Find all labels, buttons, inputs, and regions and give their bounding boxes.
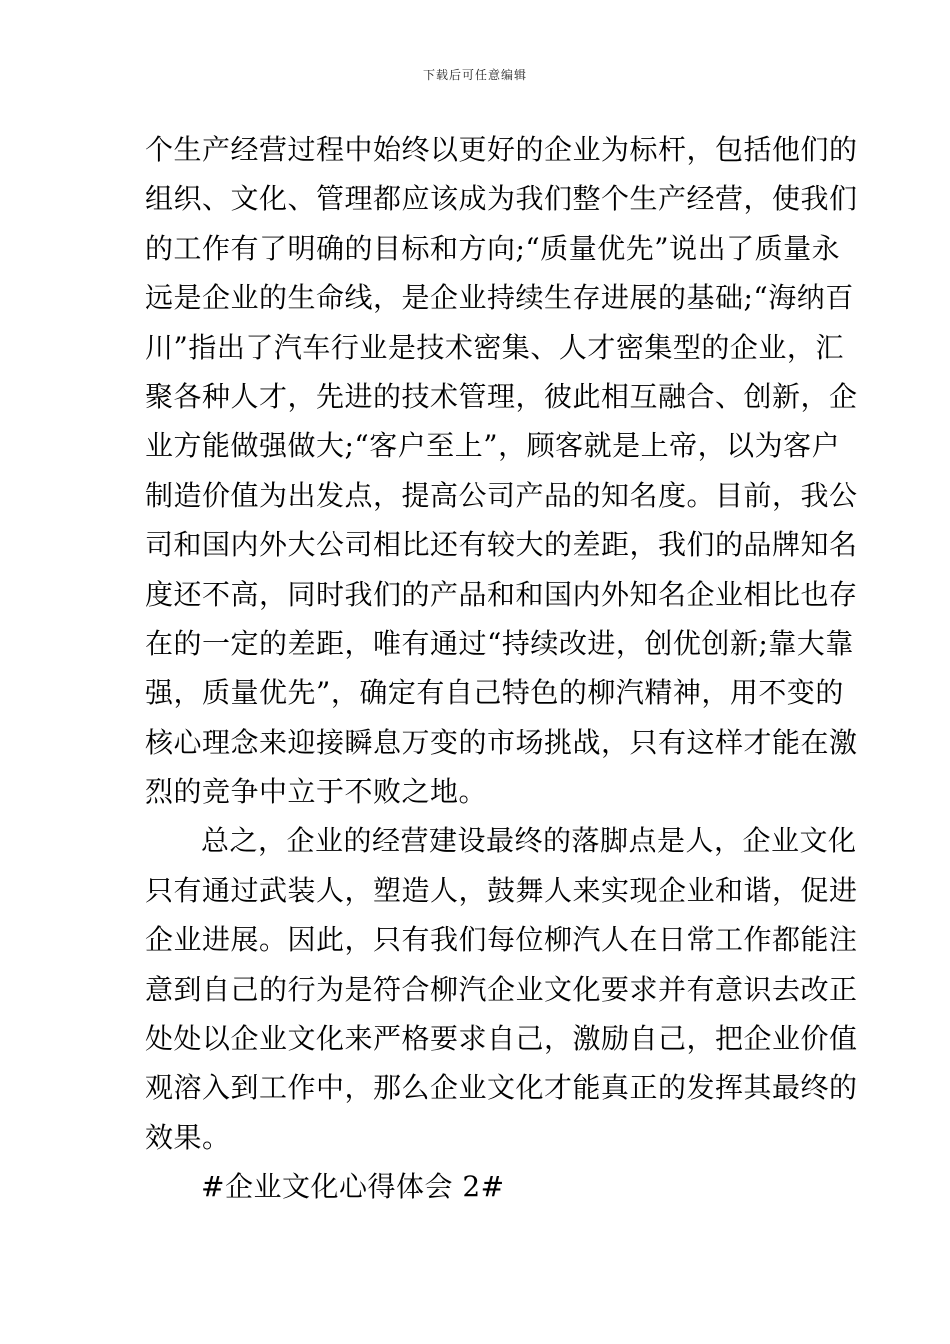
header-note: 下载后可任意编辑 — [422, 68, 527, 82]
text-line: 观溶入到工作中，那么企业文化才能真正的发挥其最终的 — [145, 1071, 858, 1105]
text-line: 效果。 — [145, 1120, 231, 1154]
text-line: 只有通过武装人，塑造人，鼓舞人来实现企业和谐，促进 — [145, 873, 858, 907]
text-line: 远是企业的生命线，是企业持续生存进展的基础;“海纳百 — [145, 281, 854, 315]
text-line: 度还不高，同时我们的产品和和国内外知名企业相比也存 — [145, 577, 858, 611]
text-line: 总之，企业的经营建设最终的落脚点是人，企业文化 — [201, 824, 857, 858]
text-line: 制造价值为出发点，提高公司产品的知名度。目前，我公 — [145, 478, 858, 512]
text-line: 意到自己的行为是符合柳汽企业文化要求并有意识去改正 — [145, 972, 858, 1006]
text-line: 个生产经营过程中始终以更好的企业为标杆，包括他们的 — [145, 133, 858, 166]
text-line: 组织、文化、管理都应该成为我们整个生产经营，使我们 — [145, 182, 858, 216]
text-line: 核心理念来迎接瞬息万变的市场挑战，只有这样才能在激 — [145, 725, 858, 759]
text-line: 企业进展。因此，只有我们每位柳汽人在日常工作都能注 — [145, 923, 858, 957]
text-line: 业方能做强做大;“客户至上”，顾客就是上帝，以为客户 — [145, 429, 841, 463]
text-line: 处处以企业文化来严格要求自己，激励自己，把企业价值 — [145, 1022, 858, 1056]
text-line: 川”指出了汽车行业是技术密集、人才密集型的企业，汇 — [145, 330, 844, 364]
text-line: 司和国内外大公司相比还有较大的差距，我们的品牌知名 — [145, 528, 858, 562]
text-line: 聚各种人才，先进的技术管理，彼此相互融合、创新，企 — [145, 379, 858, 413]
body-text — [145, 125, 858, 1212]
text-line: 强，质量优先”，确定有自己特色的柳汽精神，用不变的 — [145, 676, 844, 710]
text-line: 烈的竞争中立于不败之地。 — [145, 775, 488, 809]
text-line: 在的一定的差距，唯有通过“持续改进，创优创新;靠大靠 — [145, 626, 854, 660]
section-heading: #企业文化心得体会 2# — [201, 1170, 505, 1204]
text-line: 的工作有了明确的目标和方向;“质量优先”说出了质量永 — [145, 231, 841, 265]
